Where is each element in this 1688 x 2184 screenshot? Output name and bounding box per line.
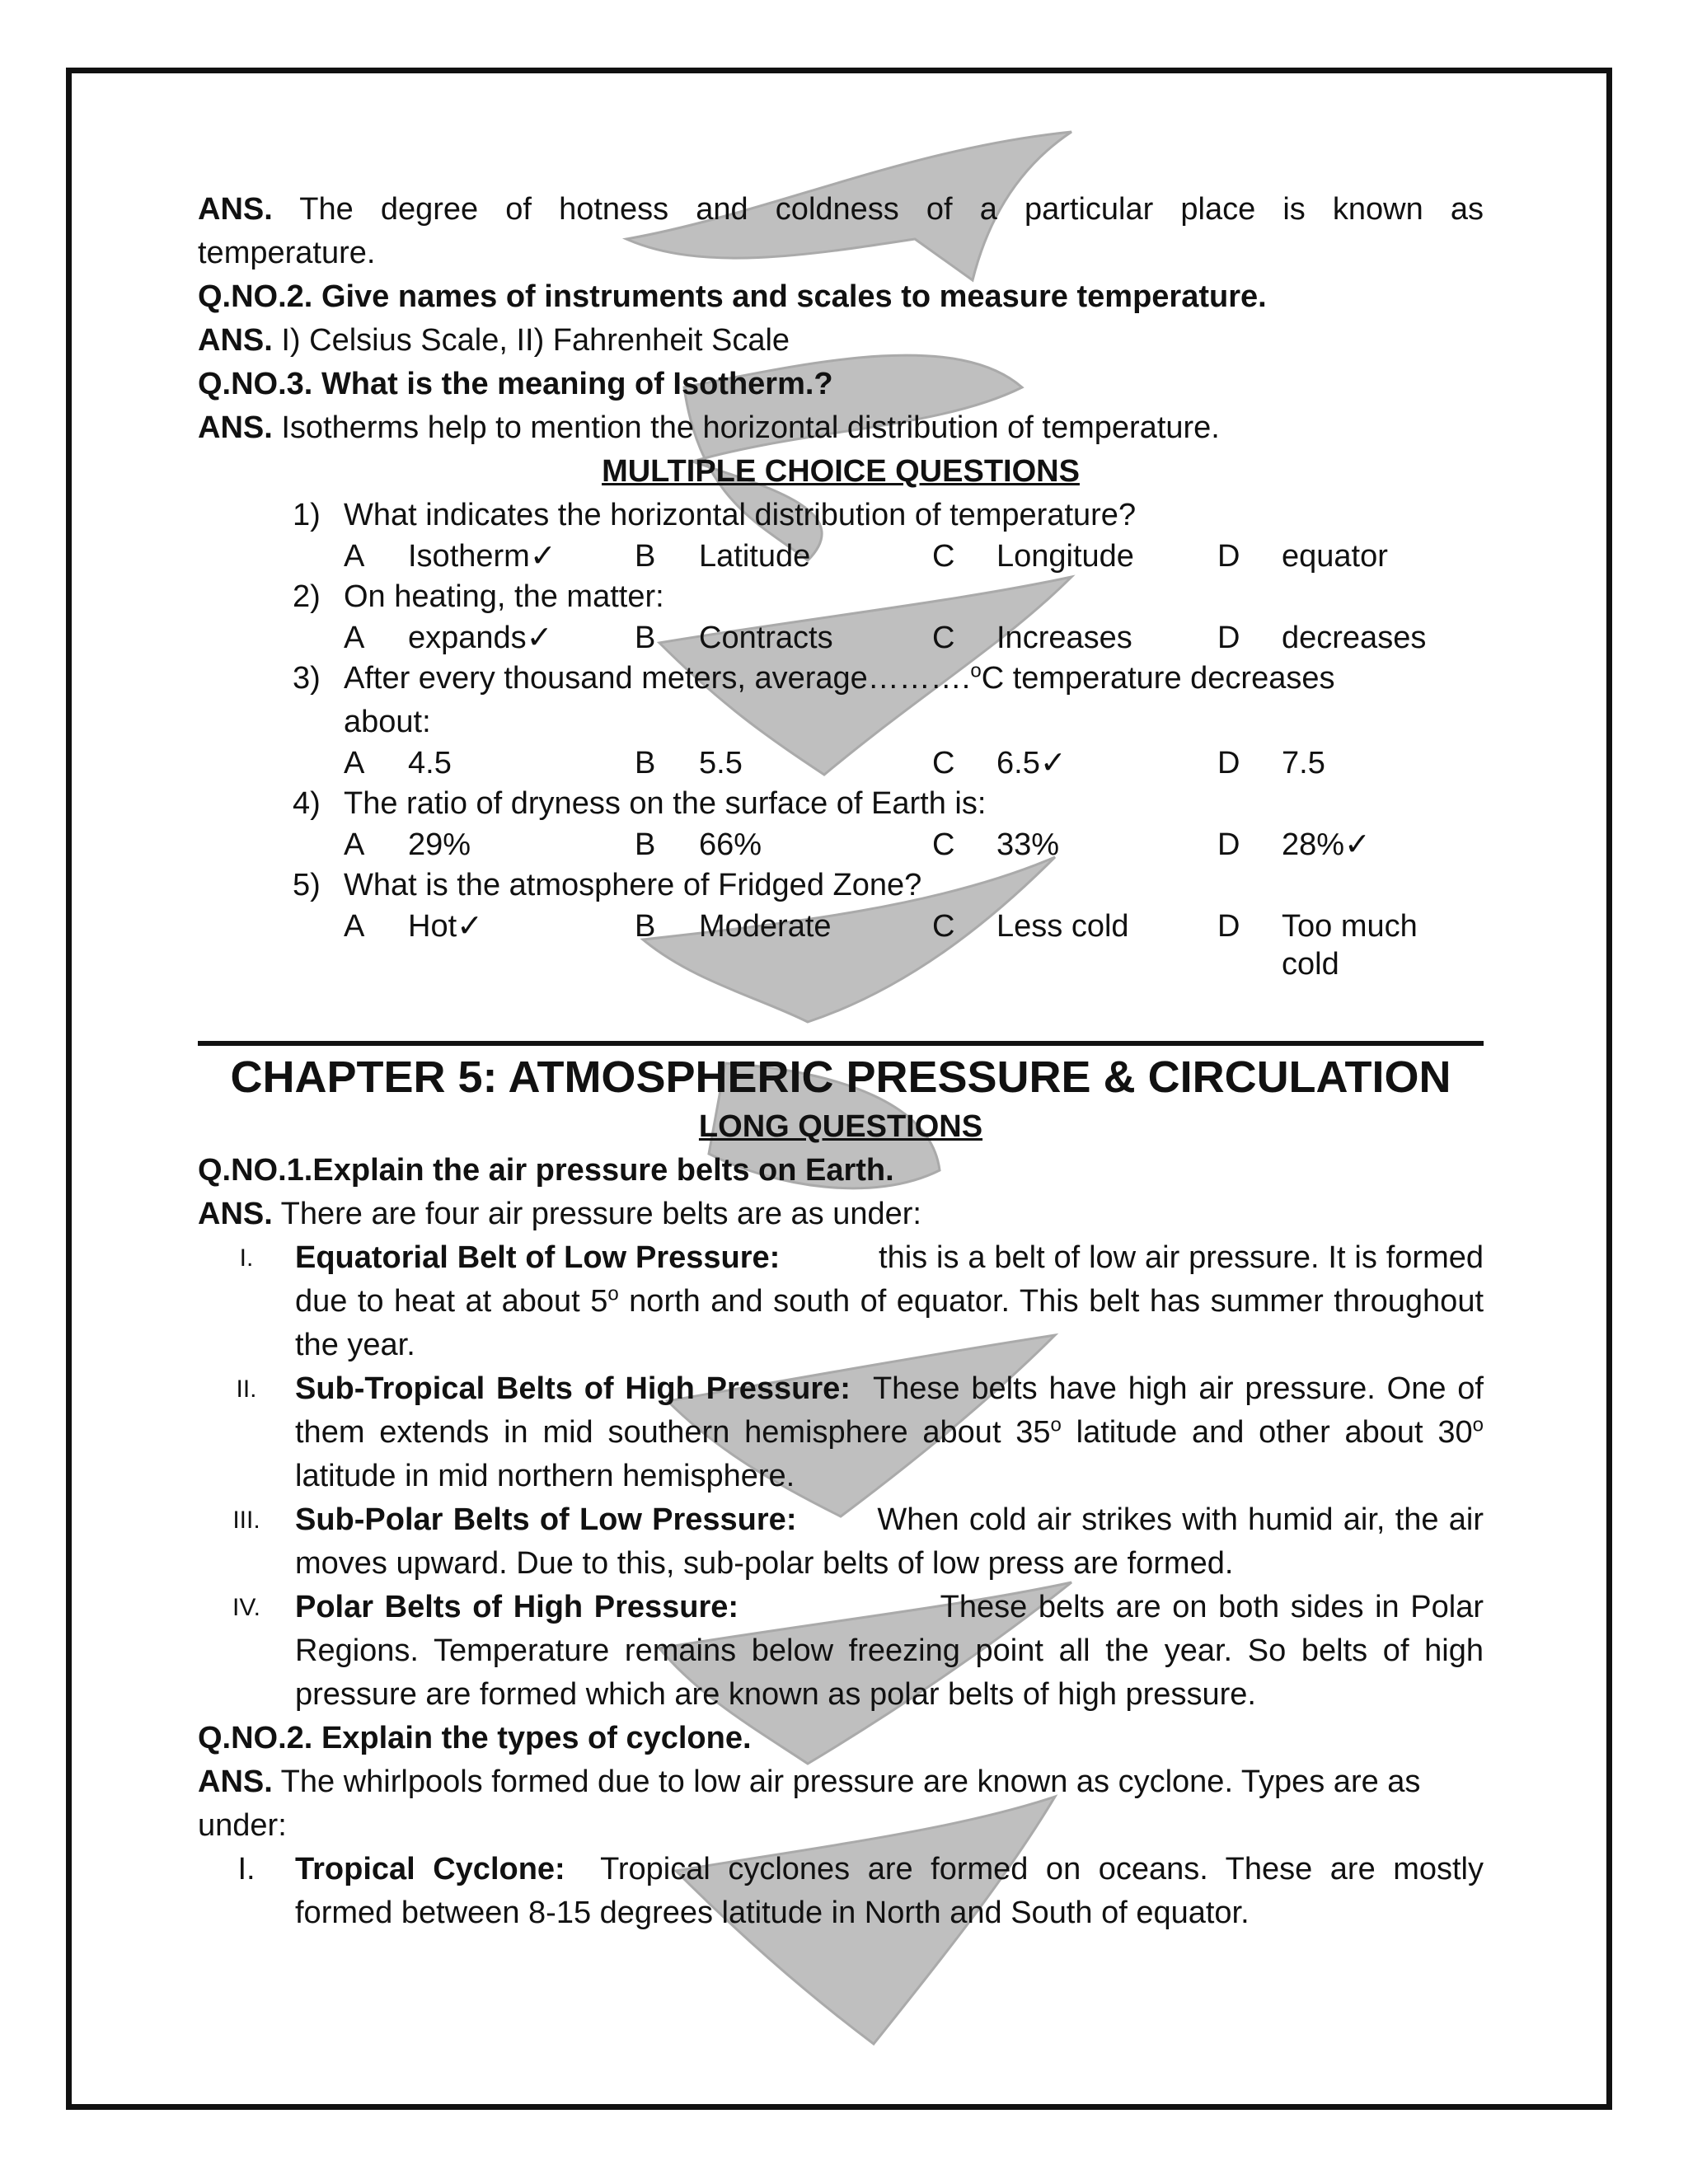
- list-item: I. Tropical Cyclone: Tropical cyclones are formed on oceans. These are mostly formed between 8-15 degrees latitude in North and South of equator.: [237, 1852, 1484, 1930]
- list-item: II. Sub-Tropical Belts of High Pressure: These belts have high air pressure. One of them extends in mid southern hemisphere about 35$^o$ latitude and other about 30$^o$ latitude in mid northern hemisphere.: [236, 1371, 1484, 1493]
- list-item: III. Sub-Polar Belts of Low Pressure: When cold air strikes with humid air, the air moves upward. Due to this, sub-polar belts of low press are formed.: [232, 1502, 1484, 1581]
- mcq-options: A Hot✓ B Moderate C Less cold D Too much cold: [344, 909, 1418, 982]
- q2-answer: ANS. I) Celsius Scale, II) Fahrenheit Scale: [198, 323, 790, 358]
- q3-answer: ANS. Isotherms help to mention the horizontal distribution of temperature.: [198, 410, 1220, 445]
- q2-question: Q.NO.2. Give names of instruments and scales to measure temperature.: [198, 279, 1267, 314]
- cyclone-types-list: [198, 1848, 1484, 1935]
- lq1-answer: ANS. There are four air pressure belts are as under:: [198, 1197, 921, 1231]
- list-item: I. Equatorial Belt of Low Pressure: this is a belt of low air pressure. It is formed due to heat at about 5$^o$ north and south of equator. This belt has summer throughout the year.: [239, 1240, 1484, 1362]
- chapter-divider: [198, 1041, 1484, 1046]
- mcq-question: 1) What indicates the horizontal distribution of temperature?: [293, 498, 1137, 532]
- mcq-heading: MULTIPLE CHOICE QUESTIONS: [602, 454, 1080, 489]
- lq1-question: Q.NO.1.Explain the air pressure belts on Earth.: [198, 1153, 894, 1188]
- pressure-belts-list: [198, 1236, 1484, 1717]
- mcq-options: A 29% B 66% C 33% D 28%✓: [344, 827, 1371, 862]
- mcq-question: 5) What is the atmosphere of Fridged Zone?: [293, 868, 922, 902]
- lq2-question: Q.NO.2. Explain the types of cyclone.: [198, 1721, 752, 1755]
- chapter-title: CHAPTER 5: ATMOSPHERIC PRESSURE & CIRCULATION: [230, 1052, 1451, 1102]
- lq2-answer: ANS. The whirlpools formed due to low air pressure are known as cyclone. Types are as under:: [198, 1765, 1421, 1843]
- mcq-options: A expands✓ B Contracts C Increases D decreases: [344, 621, 1427, 655]
- list-item: IV. Polar Belts of High Pressure: These belts are on both sides in Polar Regions. Temperature remains below freezing point all the year. So belts of high pressure are formed which are known as polar belts of high pressure.: [232, 1590, 1484, 1712]
- mcq-question: 3) After every thousand meters, average……….$^o$C temperature decreases about:: [293, 659, 1335, 739]
- q1-answer-line1: ANS. The degree of hotness and coldness of a particular place is known as: [198, 192, 1484, 227]
- mcq-options: A 4.5 B 5.5 C 6.5✓ D 7.5: [344, 746, 1325, 780]
- mcq-question: 2) On heating, the matter:: [293, 579, 664, 614]
- document-body: [198, 188, 1484, 1935]
- mcq-question: 4) The ratio of dryness on the surface of Earth is:: [293, 786, 987, 821]
- q3-question: Q.NO.3. What is the meaning of Isotherm.?: [198, 367, 833, 401]
- mcq-options: A Isotherm✓ B Latitude C Longitude D equator: [344, 539, 1388, 574]
- q1-answer-line2: temperature.: [198, 236, 376, 270]
- mcq-list: [293, 494, 1484, 983]
- long-questions-heading: LONG QUESTIONS: [698, 1109, 983, 1144]
